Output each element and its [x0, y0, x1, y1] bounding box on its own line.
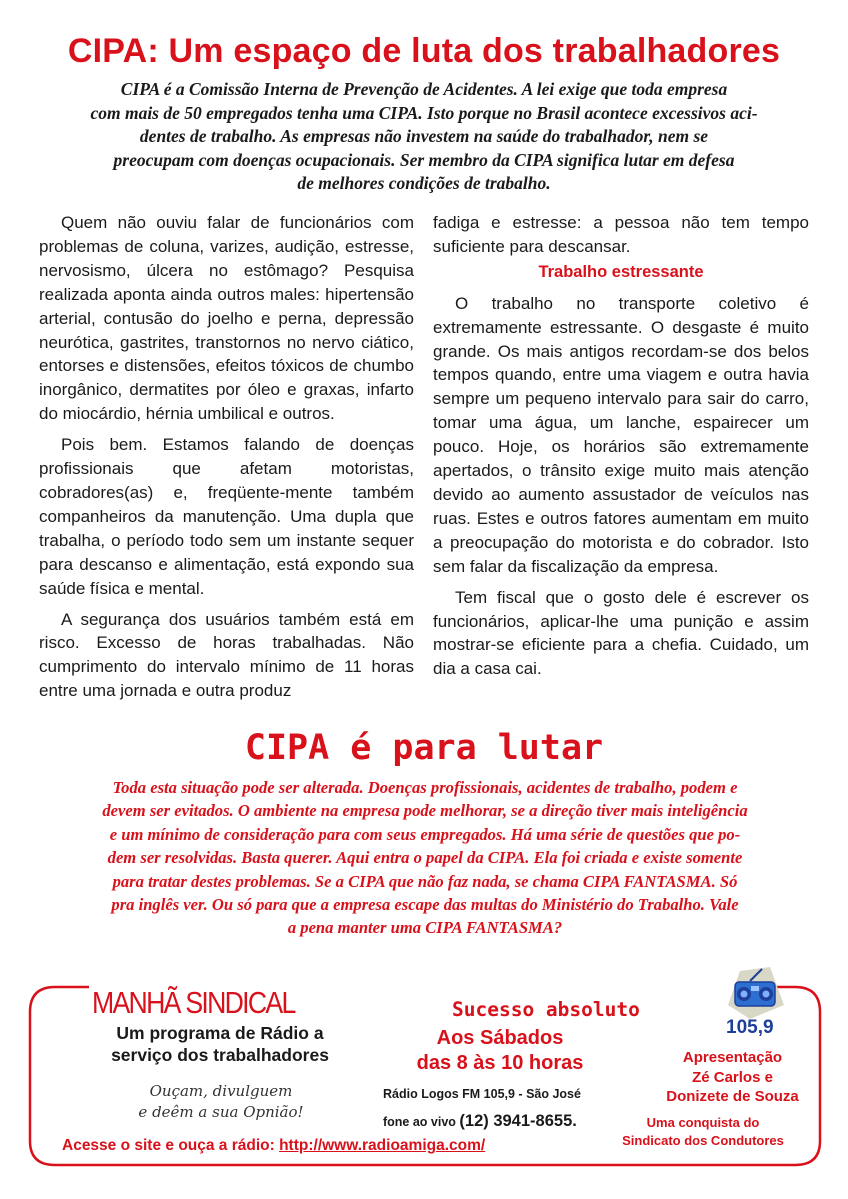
closing-line: pra inglês ver. Ou só para que a empresa escape das multas do Ministério do Trabalho. Vale — [111, 895, 739, 915]
site-link[interactable]: http://www.radioamiga.com/ — [279, 1137, 486, 1154]
paragraph-continuation: fadiga e estresse: a pessoa não tem tempo suficiente para descansar. — [433, 213, 809, 256]
presenters-line: Donizete de Souza — [666, 1088, 799, 1105]
phone-label: fone ao vivo — [383, 1115, 460, 1129]
closing-text — [45, 776, 805, 940]
phone-number: (12) 3941-8655. — [459, 1112, 577, 1130]
intro-line: com mais de 50 empregados tenha uma CIPA. Isto porque no Brasil acontece excessivos aci- — [90, 102, 758, 123]
program-logo: MANHÃ SINDICAL — [92, 985, 295, 1020]
credit-line: Sindicato dos Condutores — [622, 1132, 784, 1148]
site-label: Acesse o site e ouça a rádio: — [62, 1137, 280, 1154]
closing-line: dem ser resolvidas. Basta querer. Aqui entra o papel da CIPA. Ela foi criada e existe somente — [107, 848, 743, 868]
paragraph: Quem não ouviu falar de funcionários com problemas de coluna, varizes, audição, estresse, nervosismo, úlcera no estômago? Pesquisa realizada aponta ainda outros males: hipertensão arterial, contusão do joelho e perna, depressão neurótica, gastrites, transtornos no nervo ciático, entorses e distensões, efeitos tóxicos de chumbo inorgânico, dermatites por óleo e graxas, infarto do miocárdio, hérnia umbilical e outros. — [39, 213, 414, 424]
section-heading: CIPA é para lutar — [244, 728, 604, 768]
station-name: Rádio Logos FM 105,9 - São José — [383, 1087, 581, 1101]
success-tagline: Sucesso absoluto — [452, 998, 640, 1021]
intro-text — [40, 78, 808, 196]
program-line: serviço dos trabalhadores — [111, 1045, 329, 1065]
site-line — [62, 1137, 485, 1155]
phone-line — [383, 1112, 577, 1131]
intro-line: dentes de trabalho. As empresas não investem na saúde do trabalhador, nem se — [139, 126, 709, 146]
paragraph: Pois bem. Estamos falando de doenças profissionais que afetam motoristas, cobradores(as) e, freqüente-mente também companheiros da manutenção. Uma dupla que trabalha, o período todo sem um instante sequer para descanso e alimentação, está expondo sua saúde física e mental. — [39, 435, 414, 598]
union-credit — [603, 1114, 803, 1149]
closing-line: Toda esta situação pode ser alterada. Doenças profissionais, acidentes de trabalho, podem e — [112, 778, 738, 797]
presenters-line: Zé Carlos e — [692, 1068, 773, 1086]
paragraph: O trabalho no transporte coletivo é extremamente estressante. O desgaste é muito grande. Os mais antigos recordam-se dos belos tempos quando, entre uma viagem e outra havia sempre um pequeno intervalo para sair do carro, tomar uma água, um lanche, espairecer um pouco. Hoje, os horários são extremamente apertados, o trânsito exige muito mais atenção devido ao aumento assustador de veículos nas ruas. Estes e outros fatores aumentam em muito a preocupação do motorista e do cobrador. Isto sem falar da fiscalização da empresa. — [433, 293, 809, 576]
schedule — [395, 1026, 605, 1076]
presenters — [660, 1048, 805, 1107]
paragraph: Tem fiscal que o gosto dele é escrever os funcionários, aplicar-lhe uma punição e assim mostrar-se eficiente para a chefia. Cuidado, um dia a casa cai. — [433, 587, 809, 679]
listen-invite — [96, 1081, 346, 1123]
paragraph: A segurança dos usuários também está em risco. Excesso de horas trabalhadas. Não cumprimento do intervalo mínimo de 11 horas entre uma jornada e outra produz — [39, 609, 414, 701]
article-column-right — [433, 211, 809, 681]
invite-line: Ouçam, divulguem — [149, 1082, 293, 1100]
closing-line: a pena manter uma CIPA FANTASMA? — [287, 918, 563, 938]
article-column-left — [39, 211, 414, 703]
page-title: CIPA: Um espaço de luta dos trabalhadores — [67, 32, 781, 70]
invite-line: e deêm a sua Opnião! — [138, 1103, 304, 1121]
credit-line: Uma conquista do — [646, 1115, 760, 1130]
closing-line: devem ser evitados. O ambiente na empresa pode melhorar, se a direção tiver mais inteligência — [102, 801, 748, 821]
radio-frequency: 105,9 — [726, 1017, 774, 1038]
program-line: Um programa de Rádio a — [116, 1023, 324, 1043]
intro-line: preocupam com doenças ocupacionais. Ser membro da CIPA significa lutar em defesa — [113, 149, 735, 170]
closing-line: para tratar destes problemas. Se a CIPA que não faz nada, se chama CIPA FANTASMA. Só — [112, 871, 738, 891]
closing-line: e um mínimo de consideração para com seus empregados. Há uma série de questões que po- — [109, 824, 741, 844]
schedule-line: das 8 às 10 horas — [416, 1052, 584, 1074]
intro-line: de melhores condições de trabalho. — [297, 173, 551, 193]
program-description — [70, 1022, 370, 1066]
schedule-line: Aos Sábados — [436, 1027, 564, 1049]
intro-line: CIPA é a Comissão Interna de Prevenção de Acidentes. A lei exige que toda empresa — [120, 79, 728, 99]
presenters-line: Apresentação — [682, 1049, 783, 1066]
section-subtitle: Trabalho estressante — [538, 262, 704, 281]
